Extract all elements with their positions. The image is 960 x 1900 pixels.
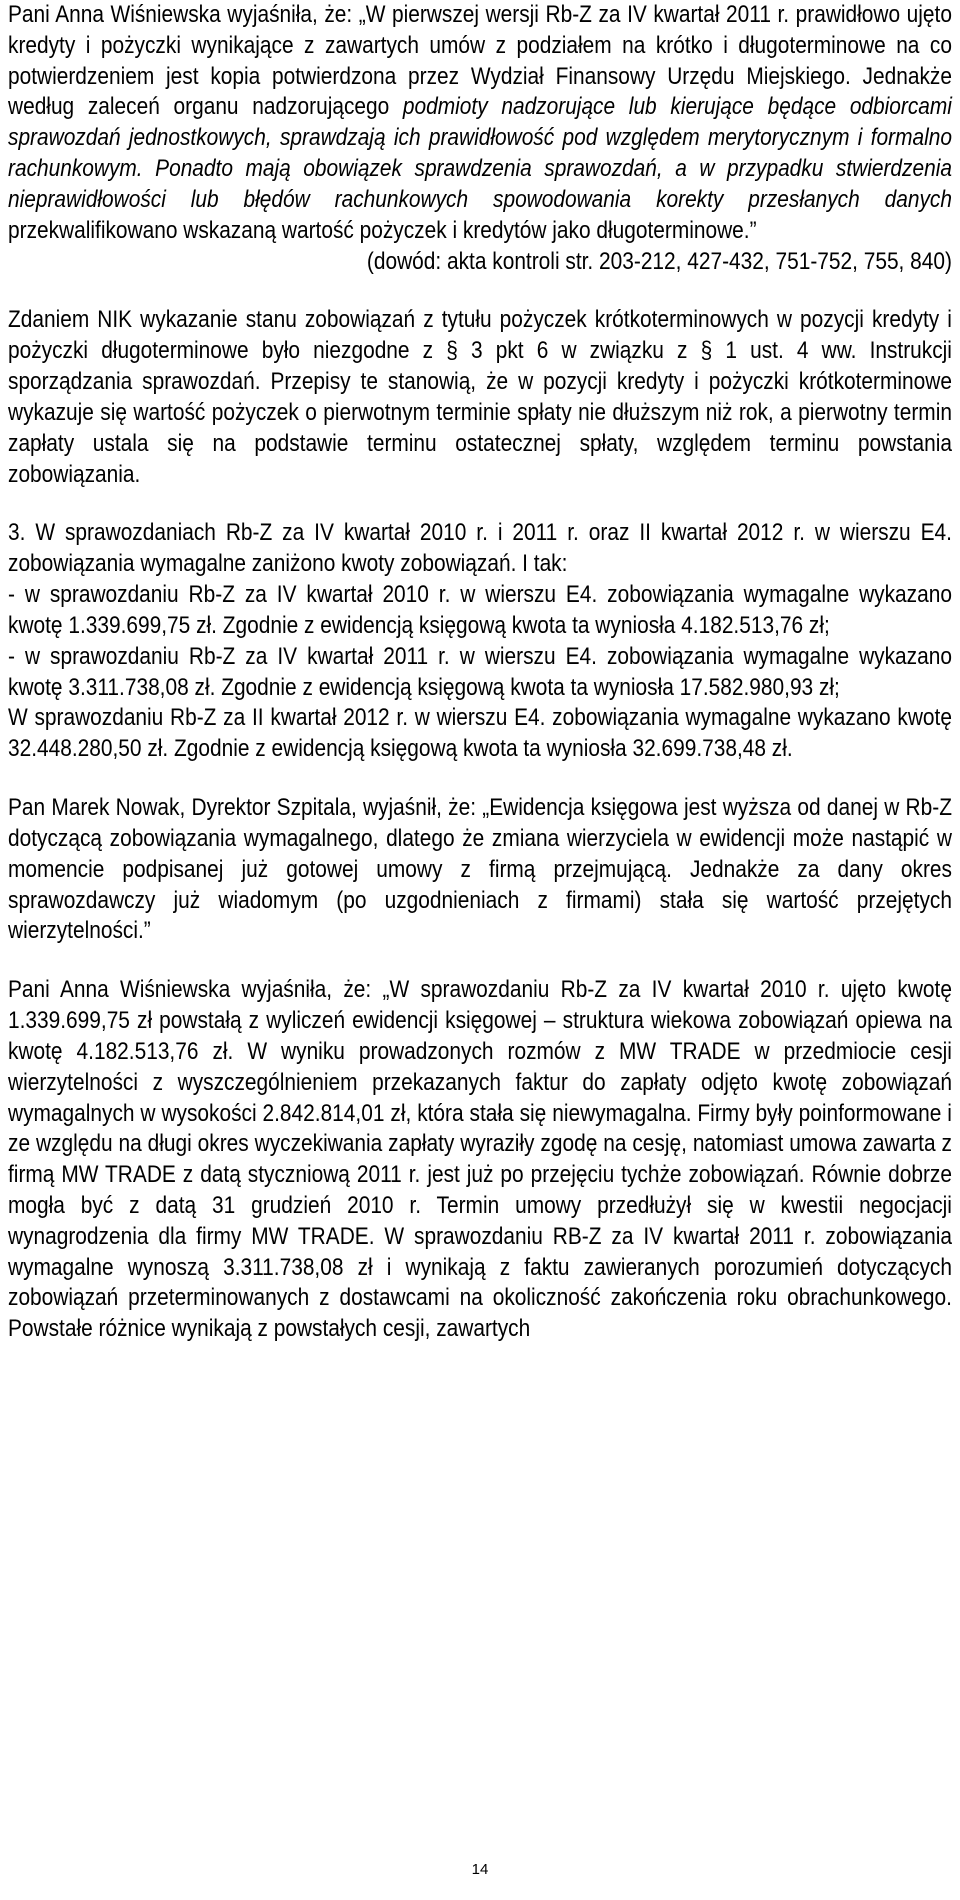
page-number: 14 (471, 1861, 489, 1878)
paragraph-gap (8, 277, 952, 305)
paragraph-director-explanation: Pan Marek Nowak, Dyrektor Szpitala, wyjaśnił, że: „Ewidencja księgowa jest wyższa od danej w Rb-Z dotyczącą zobowiązania wymagalnego, dlatego że zmiana wierzyciela w ewidencji może nastąpić w momencie podpisanej już gotowej umowy z firmą przejmującą. Jednakże za dany okres sprawozdawczy już wiadomym (po uzgodnieniach z firmami) stała się wartość przejętych wierzytelności.” (8, 794, 952, 945)
paragraph-nik-opinion: Zdaniem NIK wykazanie stanu zobowiązań z tytułu pożyczek krótkoterminowych w pozycji kredyty i pożyczki długoterminowe było niezgodne z § 3 pkt 6 w związku z § 1 ust. 4 ww. Instrukcji sporządzania sprawozdań. Przepisy te stanowią, że w pozycji kredyty i pożyczki krótkoterminowe wykazuje się wartość pożyczek o pierwotnym terminie spłaty nie dłuższym niż rok, a pierwotny termin zapłaty ustala się na podstawie terminu ostatecznej spłaty, względem terminu powstania zobowiązania. (8, 306, 952, 488)
paragraph-finding-3 (8, 518, 952, 765)
finding-3-item-2011: - w sprawozdaniu Rb-Z za IV kwartał 2011 r. w wierszu E4. zobowiązania wymagalne wykazano kwotę 3.311.738,08 zł. Zgodnie z ewidencją księgową kwota ta wyniosła 17.582.980,93 zł; (8, 642, 952, 701)
finding-3-intro: 3. W sprawozdaniach Rb-Z za IV kwartał 2010 r. i 2011 r. oraz II kwartał 2012 r. w wierszu E4. zobowiązania wymagalne zaniżono kwoty zobowiązań. I tak: (8, 519, 952, 578)
finding-3-item-2010: - w sprawozdaniu Rb-Z za IV kwartał 2010 r. w wierszu E4. zobowiązania wymagalne wykazano kwotę 1.339.699,75 zł. Zgodnie z ewidencją księgową kwota ta wyniosła 4.182.513,76 zł; (8, 581, 952, 639)
explanation-1-text-b: przekwalifikowano wskazaną wartość pożyczek i kredytów jako długoterminowe.” (8, 216, 757, 244)
explanation-1-text-a: Pani Anna Wiśniewska wyjaśniła, że: „W pierwszej wersji Rb-Z za IV kwartał 2011 r. prawidłowo ujęto kredyty i pożyczki wynikające z zawartych umów z podziałem na krótko i długoterminowe na co potwierdzeniem jest kopia potwierdzona przez Wydział Finansowy Urzędu Miejskiego. Jednakże według zaleceń organu nadzorującego (8, 1, 952, 121)
paragraph-gap (8, 490, 952, 518)
document-page (8, 0, 952, 1900)
explanation-1-italic-quote: podmioty nadzorujące lub kierujące będące odbiorcami sprawozdań jednostkowych, sprawdzają ich prawidłowość pod względem merytorycznym i formalno rachunkowym. Ponadto mają obowiązek sprawdzenia sprawozdań, a w przypadku stwierdzenia nieprawidłowości lub błędów rachunkowych spowodowania korekty przesłanych danych (8, 93, 952, 213)
finding-3-item-2012: W sprawozdaniu Rb-Z za II kwartał 2012 r. w wierszu E4. zobowiązania wymagalne wykazano kwotę 32.448.280,50 zł. Zgodnie z ewidencją księgową kwota ta wyniosła 32.699.738,48 zł. (8, 704, 952, 763)
paragraph-explanation-1 (8, 0, 952, 277)
paragraph-explanation-2: Pani Anna Wiśniewska wyjaśniła, że: „W sprawozdaniu Rb-Z za IV kwartał 2010 r. ujęto kwotę 1.339.699,75 zł powstałą z wyliczeń ewidencji księgowej – struktura wiekowa zobowiązań opiewa na kwotę 4.182.513,76 zł. W wyniku prowadzonych rozmów z MW TRADE w przedmiocie cesji wierzytelności z wyszczególnieniem przekazanych faktur do zapłaty odjęto kwotę zobowiązań wymagalnych w wysokości 2.842.814,01 zł, która stała się niewymagalna. Firmy były poinformowane i ze względu na długi okres wyczekiwania zapłaty wyraziły zgodę na cesję, natomiast umowa zawarta z firmą MW TRADE z datą styczniową 2011 r. jest już po przejęciu tychże zobowiązań. Równie dobrze mogła być z datą 31 grudzień 2010 r. Termin umowy przedłużył się w kwestii negocjacji wynagrodzenia dla firmy MW TRADE. W sprawozdaniu RB-Z za IV kwartał 2011 r. zobowiązania wymagalne wynoszą 3.311.738,08 zł i wynikają z faktu zawieranych porozumień dotyczących zobowiązań przeterminowanych z dostawcami na okoliczność zakończenia roku obrachunkowego. Powstałe różnice wynikają z powstałych cesji, zawartych (8, 976, 952, 1343)
paragraph-gap (8, 765, 952, 793)
evidence-reference: (dowód: akta kontroli str. 203-212, 427-432, 751-752, 755, 840) (366, 247, 952, 275)
paragraph-gap (8, 947, 952, 975)
